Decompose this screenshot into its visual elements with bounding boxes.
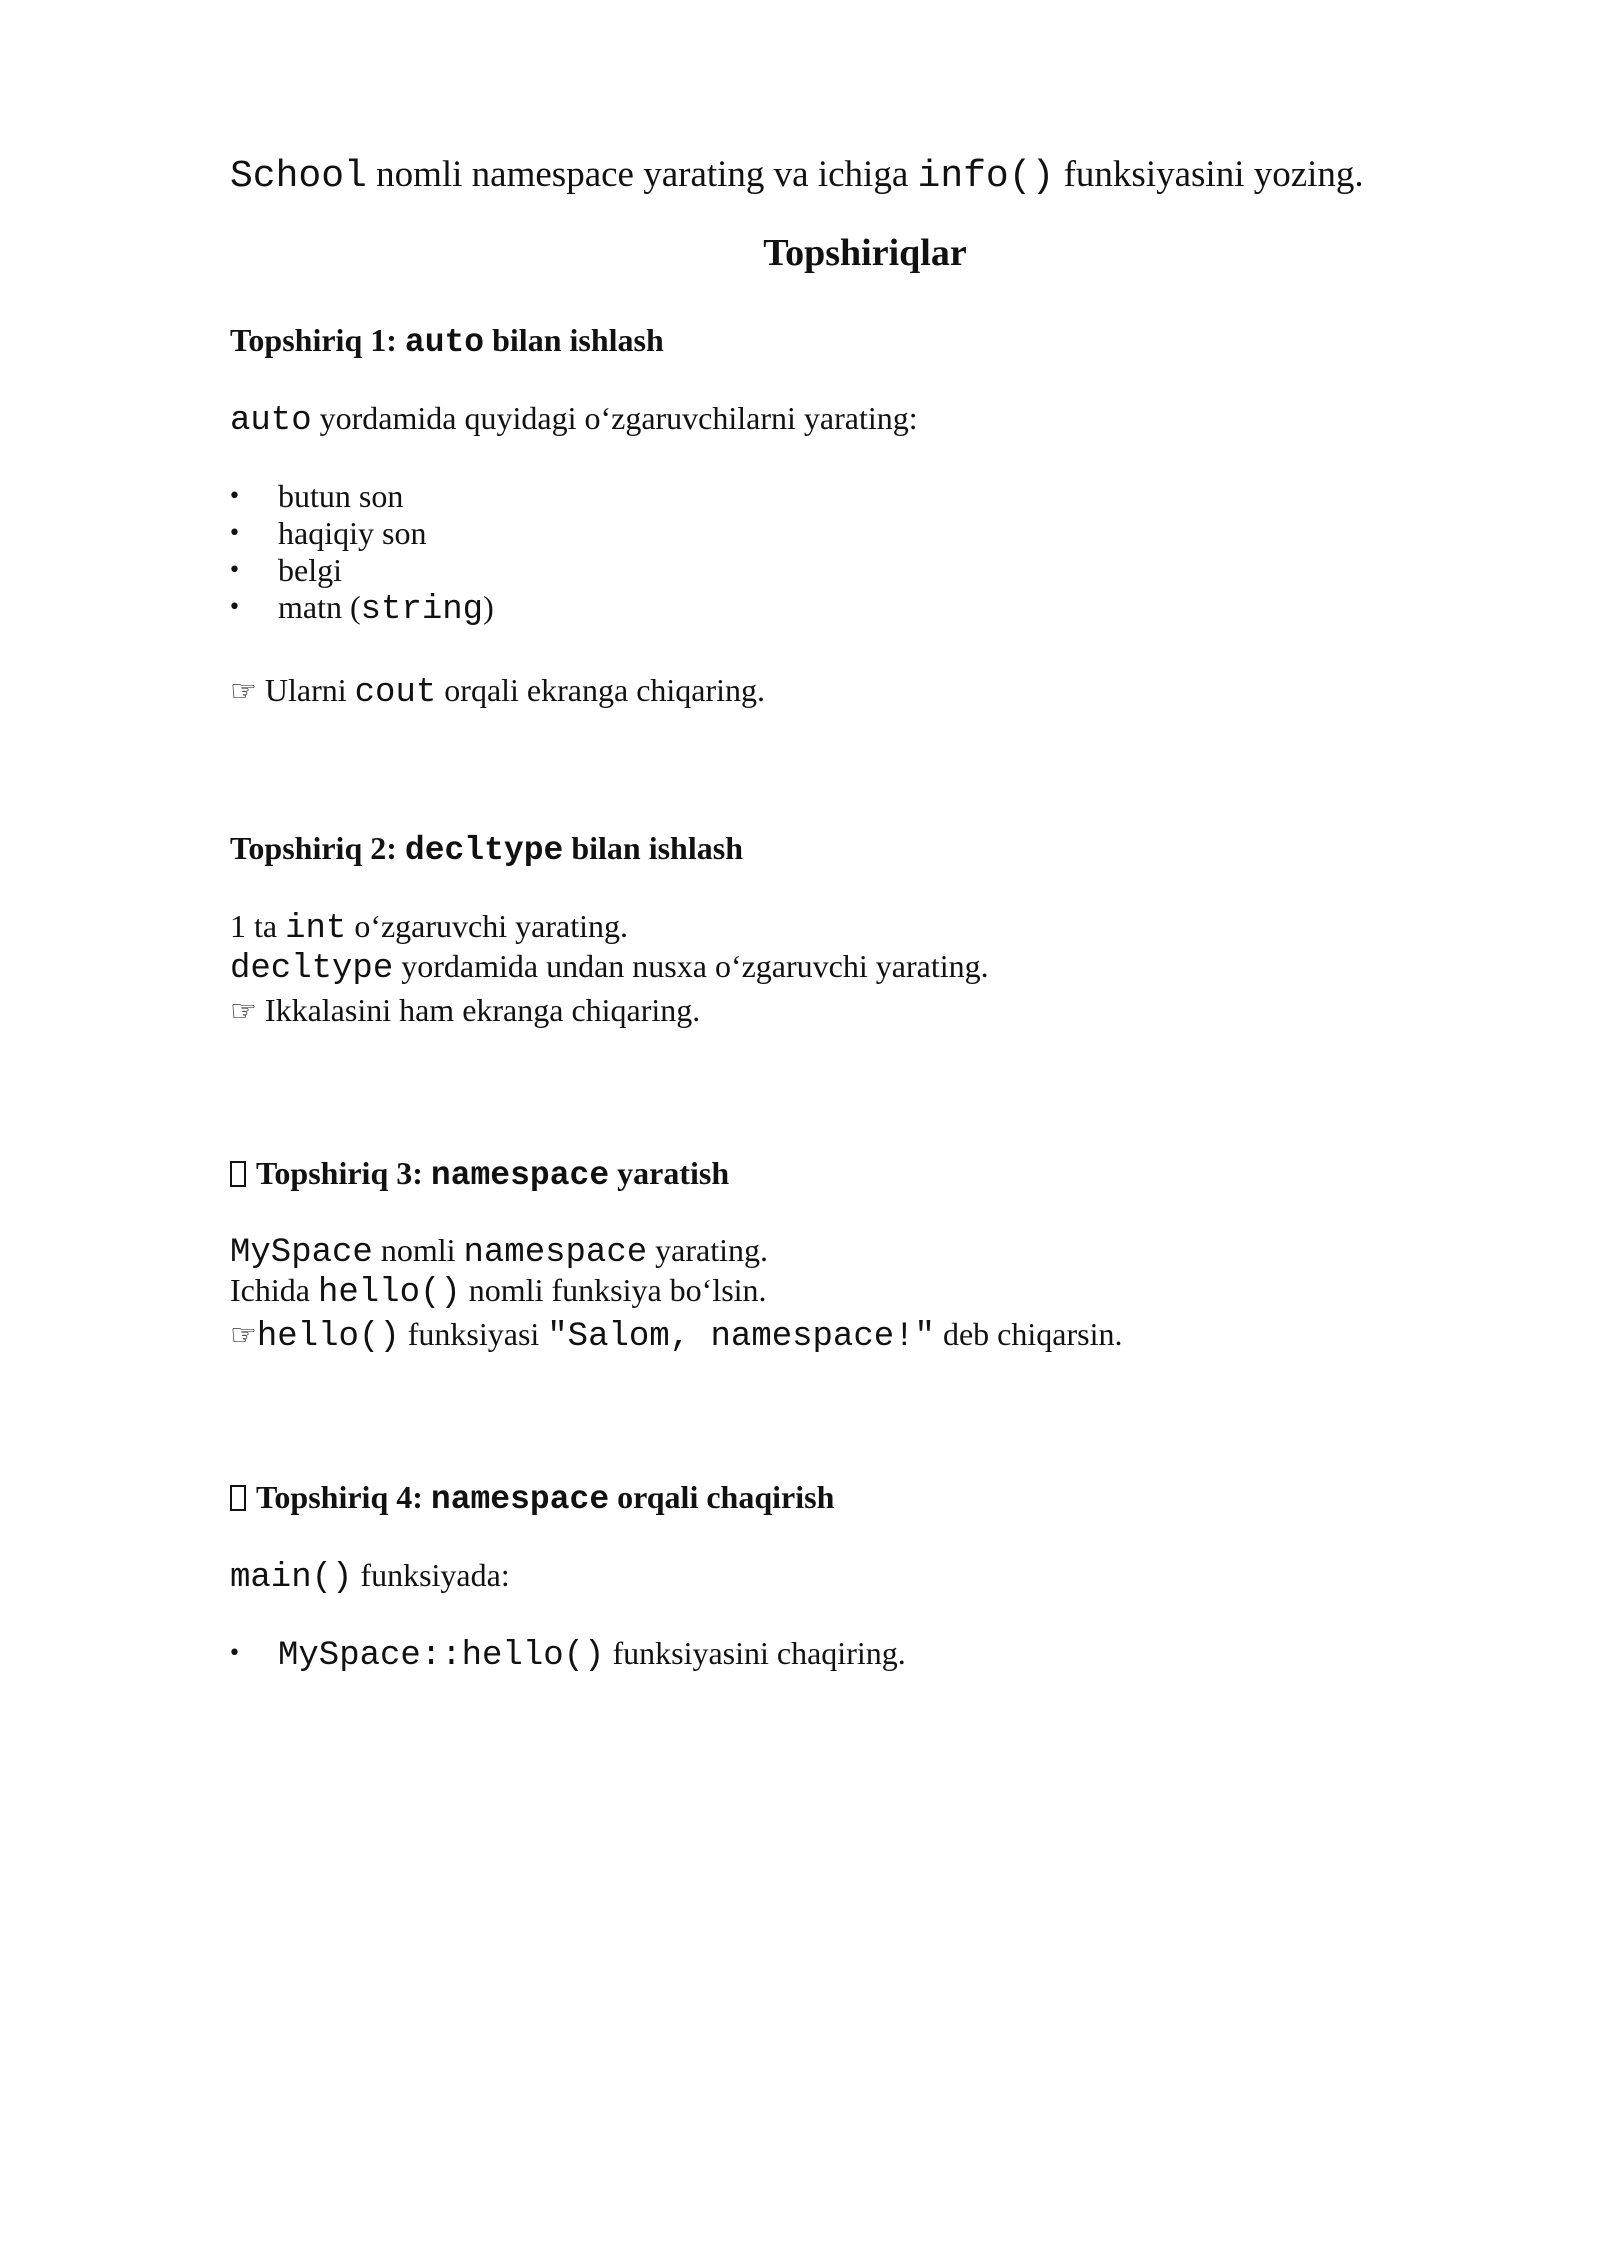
task1-note (230, 670, 765, 713)
task3-line2-pre: Ichida (230, 1272, 318, 1308)
bullet-icon: • (228, 558, 241, 583)
task2-line1-post: o‘zgaruvchi yarating. (346, 908, 628, 944)
task4-line1-post: funksiyada: (352, 1557, 510, 1593)
task1-note-code: cout (354, 674, 437, 712)
task2-heading (230, 828, 743, 871)
task1-note-post: orqali ekranga chiqaring. (436, 672, 766, 708)
list-item-text: belgi (278, 552, 342, 588)
list-item-text-pre: matn ( (278, 589, 361, 625)
task3-note-mid: funksiyasi (399, 1316, 548, 1352)
task3-line1-code1: MySpace (230, 1234, 373, 1272)
task1-heading (230, 320, 664, 363)
list-item-code: string (360, 591, 484, 629)
task4-heading-code: namespace (430, 1481, 610, 1518)
task1-intro (230, 398, 918, 441)
task1-heading-code: auto (404, 324, 485, 361)
task3-heading-post: yaratish (609, 1155, 730, 1191)
task3-note-code1: hello() (256, 1318, 400, 1356)
task3-line2 (230, 1270, 767, 1313)
task1-heading-pre: Topshiriq 1: (230, 322, 405, 358)
task2-line2-code: decltype (230, 950, 394, 988)
task1-intro-text: yordamida quyidagi o‘zgaruvchilarni yarating: (311, 400, 918, 436)
bullet-icon: • (228, 595, 241, 620)
task2-line1 (230, 906, 628, 949)
task3-note-code2: "Salom, namespace!" (547, 1318, 935, 1356)
list-item (228, 1633, 906, 1676)
task4-heading-post: orqali chaqirish (609, 1479, 835, 1515)
missing-glyph-icon (230, 1161, 246, 1187)
pointing-hand-icon: ☞ (230, 674, 257, 709)
list-item (228, 587, 494, 630)
task3-note-post: deb chiqarsin. (934, 1316, 1123, 1352)
intro-line (230, 152, 1364, 200)
list-item (228, 550, 342, 591)
task3-heading (230, 1153, 729, 1196)
task4-line1-code: main() (230, 1559, 353, 1597)
task3-note (230, 1314, 1122, 1357)
bullet-icon: • (228, 484, 241, 509)
task3-line1-code2: namespace (463, 1234, 648, 1272)
task2-heading-code: decltype (404, 832, 564, 869)
task3-line2-post: nomli funksiya bo‘lsin. (460, 1272, 767, 1308)
bullet-icon: • (228, 521, 241, 546)
task2-line2-post: yordamida undan nusxa o‘zgaruvchi yarating. (393, 948, 989, 984)
task3-line1 (230, 1230, 768, 1273)
task4-heading-pre: Topshiriq 4: (256, 1479, 431, 1515)
pointing-hand-icon: ☞ (230, 994, 257, 1029)
list-item-text: butun son (278, 478, 404, 514)
task2-note (230, 990, 700, 1032)
list-item-code: MySpace::hello() (278, 1637, 605, 1675)
task2-heading-pre: Topshiriq 2: (230, 830, 405, 866)
task1-note-pre: Ularni (256, 672, 355, 708)
list-item-text: funksiyasini chaqiring. (604, 1635, 906, 1671)
list-item (228, 513, 427, 554)
task2-line1-code: int (285, 910, 347, 948)
task2-heading-post: bilan ishlash (563, 830, 743, 866)
intro-text-1: nomli namespace yarating va ichiga (366, 154, 918, 195)
pointing-hand-icon: ☞ (230, 1318, 257, 1353)
task3-line1-mid: nomli (372, 1232, 464, 1268)
intro-code-school: School (230, 155, 367, 198)
task3-line2-code: hello() (317, 1274, 461, 1312)
task4-line1 (230, 1555, 510, 1598)
bullet-icon: • (228, 1641, 241, 1666)
list-item (228, 476, 404, 517)
task3-line1-post: yarating. (647, 1232, 768, 1268)
intro-text-2: funksiyasini yozing. (1054, 154, 1364, 195)
intro-code-info: info() (917, 155, 1055, 198)
task2-line2 (230, 946, 989, 989)
task2-note-text: Ikkalasini ham ekranga chiqaring. (256, 992, 701, 1028)
task1-heading-post: bilan ishlash (484, 322, 664, 358)
task4-heading (230, 1477, 834, 1520)
task3-heading-pre: Topshiriq 3: (256, 1155, 431, 1191)
task1-intro-code: auto (230, 402, 312, 440)
page-title: Topshiriqlar (763, 232, 967, 274)
missing-glyph-icon (230, 1485, 246, 1511)
task3-heading-code: namespace (430, 1157, 610, 1194)
task2-line1-pre: 1 ta (230, 908, 286, 944)
list-item-text-post: ) (483, 589, 494, 625)
list-item-text: haqiqiy son (278, 515, 427, 551)
